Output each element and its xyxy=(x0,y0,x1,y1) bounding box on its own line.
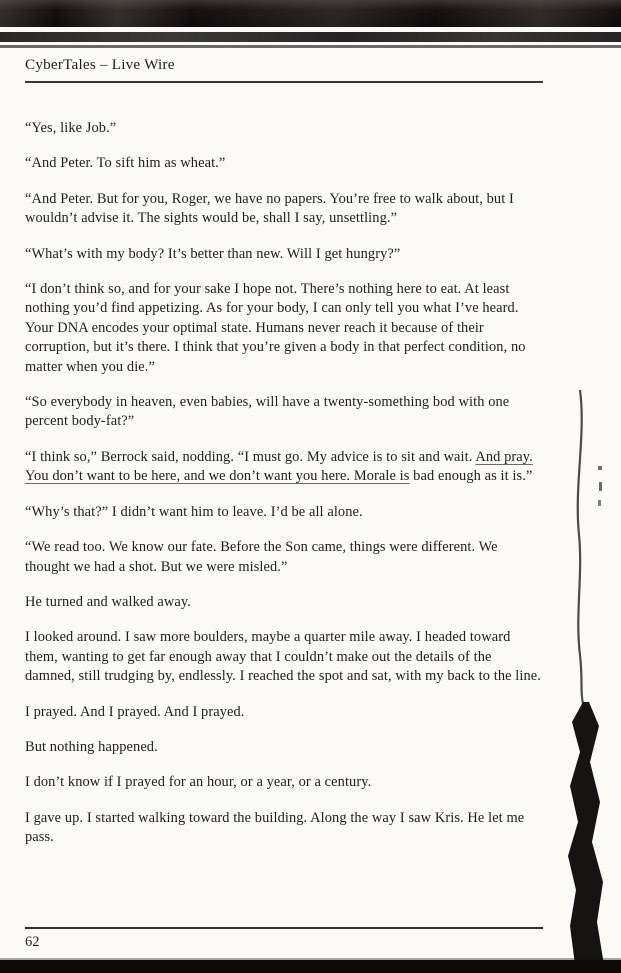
paragraph: “And Peter. But for you, Roger, we have no papers. You’re free to walk about, but I wouldn’t advise it. The sights would be, shall I say, unsettling.” xyxy=(25,190,514,227)
paragraph: “I don’t think so, and for your sake I hope not. There’s nothing here to eat. At least nothing you’d find appetizing. As for your body, I can only tell you what I’ve heard. Your DNA encodes your optimal state. Humans never reach it because of their corruption, but it’s there. I think that you’re given a body in that perfect condition, no matter when you die.” xyxy=(25,281,526,375)
paragraph xyxy=(25,448,543,487)
paragraph-text: bad enough as it is.” xyxy=(409,468,533,485)
paragraph: I gave up. I started walking toward the building. Along the way I saw Kris. He let me pass. xyxy=(25,809,525,846)
paragraph: “And Peter. To sift him as wheat.” xyxy=(25,155,226,172)
footer-rule xyxy=(25,927,543,930)
paragraph: “So everybody in heaven, even babies, will have a twenty-something bod with one percent body-fat?” xyxy=(25,394,510,430)
page-footer xyxy=(25,927,543,952)
paragraph: “What’s with my body? It’s better than new. Will I get hungry?” xyxy=(25,245,401,262)
paragraph: He turned and walked away. xyxy=(25,593,191,610)
book-title: CyberTales – Live Wire xyxy=(25,56,175,73)
paragraph: “We read too. We know our fate. Before the Son came, things were different. We thought we had a shot. But we were misled.” xyxy=(25,539,498,575)
underlined-text: And pray. You don’t want to be here, and we don’t want you here. Morale is xyxy=(25,448,533,485)
header-rule xyxy=(25,81,543,83)
paragraph: But nothing happened. xyxy=(25,738,158,755)
scan-streak xyxy=(0,45,621,48)
paragraph: I looked around. I saw more boulders, maybe a quarter mile away. I headed toward them, wanting to get far enough away that I couldn’t make out the details of the damned, still trudging by, endlessly. I reached the spot and sat, with my back to the line. xyxy=(25,629,541,685)
scan-edge-bottom xyxy=(0,960,621,973)
paragraph: I don’t know if I prayed for an hour, or a year, or a century. xyxy=(25,774,372,791)
page-number: 62 xyxy=(25,934,40,950)
paragraph-text: “I think so,” Berrock said, nodding. “I must go. My advice is to sit and wait. xyxy=(25,448,476,465)
scan-artifact-right xyxy=(558,390,621,965)
page-body xyxy=(25,119,543,848)
scan-edge-top xyxy=(0,0,621,27)
running-header xyxy=(25,56,543,83)
paragraph: I prayed. And I prayed. And I prayed. xyxy=(25,703,245,720)
paragraph: “Yes, like Job.” xyxy=(25,120,117,136)
scan-streak xyxy=(0,32,621,42)
paragraph: “Why’s that?” I didn’t want him to leave. I’d be all alone. xyxy=(25,503,363,520)
